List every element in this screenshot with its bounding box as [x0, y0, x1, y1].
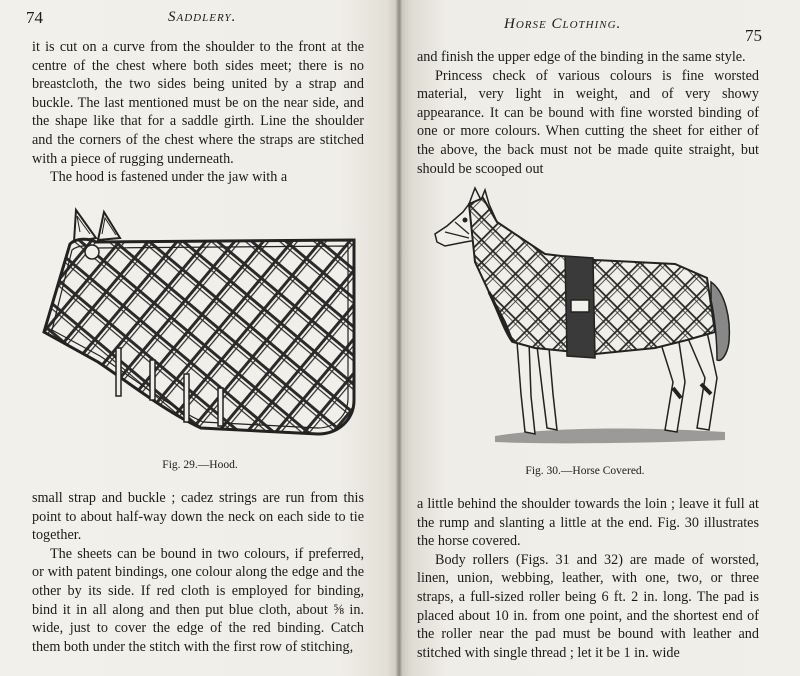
paragraph: small strap and buckle ; cadez strings are run from this point to about half-way down the neck on each side to tie together. [32, 490, 364, 544]
bottom-text [417, 495, 759, 662]
figure-caption: Fig. 30.—Horse Covered. [525, 465, 645, 477]
top-text [32, 38, 364, 187]
book-gutter [396, 0, 402, 676]
paragraph: The sheets can be bound in two colours, if preferred, or with patent bindings, one colour along the edge and the other by its side. If red cloth is employed for binding, bind it in all along and then put blue cloth, about ⅝ in. wide, just to cover the edge of the red binding. Catch them both under the stitch with the first row of stitching, [32, 545, 364, 655]
running-head: Saddlery. [168, 9, 237, 25]
figure-caption: Fig. 29.—Hood. [162, 459, 238, 471]
paragraph: Body rollers (Figs. 31 and 32) are made of worsted, linen, union, webbing, leather, with one, two, or three straps, a full-sized roller being 6 ft. 2 in. long. The pad is placed about 10 in. from one point, and the shortest end of the roller near the pad must be bound with leather and stitched with single thread ; let it be 1 in. wide [417, 551, 759, 661]
paragraph: Princess check of various colours is fine worsted material, very light in weight, and of very showy appearance. It can be bound with fine worsted binding of one or more colours. When cutting the sheet for either of the above, the back must not be made quite straight, but should be scooped out [417, 67, 759, 177]
running-head: Horse Clothing. [504, 16, 622, 32]
page-number: 75 [745, 26, 762, 45]
page-number: 74 [26, 8, 43, 27]
hood-illustration [36, 202, 366, 447]
paragraph: a little behind the shoulder towards the loin ; leave it full at the rump and slanting a little at the end. Fig. 30 illustrates the horse covered. [417, 496, 759, 550]
right-page [399, 0, 800, 676]
top-text [417, 48, 759, 178]
left-page [0, 0, 399, 676]
paragraph: and finish the upper edge of the binding in the same style. [417, 49, 746, 65]
paragraph: it is cut on a curve from the shoulder to the front at the centre of the chest where both sides meet; there is no breastcloth, the two sides being united by a strap and buckle. The last mentioned must be on the near side, and the shape like that for a saddle girth. Line the shoulder and the corners of the chest where the straps are stitched with a piece of rugging underneath. [32, 39, 364, 167]
covered-horse-illustration [425, 182, 755, 457]
paragraph: The hood is fastened under the jaw with a [50, 169, 288, 186]
bottom-text [32, 489, 364, 656]
